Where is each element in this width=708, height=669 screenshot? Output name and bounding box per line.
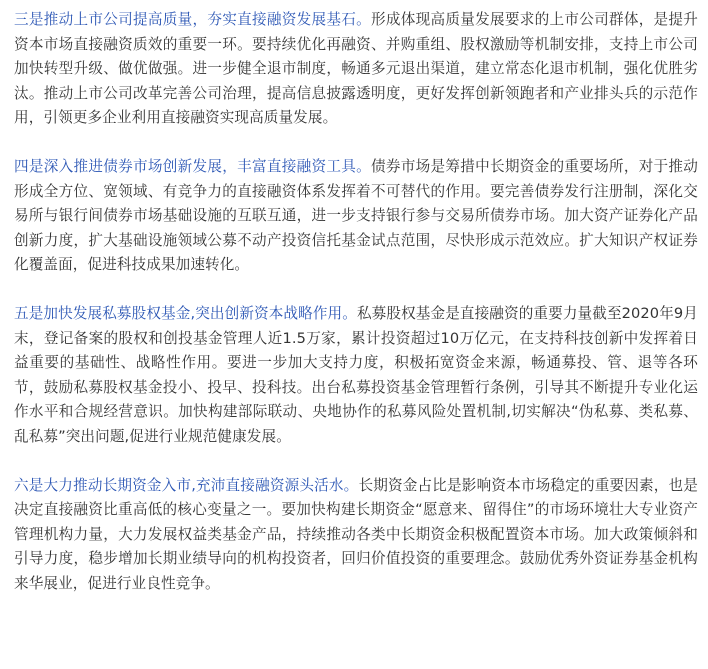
- paragraph-text: 形成体现高质量发展要求的上市公司群体，是提升资本市场直接融资质效的重要一环。要持续优化再融资、并购重组、股权激励等机制安排，支持上市公司加快转型升级、做优做强。进一步健全退市制度，畅通多元退出渠道，建立常态化退市机制，强化优胜劣汰。推动上市公司改革完善公司治理，提高信息披露透明度，更好发挥创新领跑者和产业排头兵的示范作用，引领更多企业利用直接融资实现高质量发展。: [14, 11, 699, 127]
- paragraph-heading: 四是深入推进债券市场创新发展，丰富直接融资工具。: [14, 157, 371, 175]
- paragraph-heading: 三是推动上市公司提高质量，夯实直接融资发展基石。: [14, 11, 371, 28]
- paragraph-private-equity: [14, 302, 698, 450]
- paragraph-heading: 五是加快发展私募股权基金,突出创新资本战略作用。: [14, 304, 357, 322]
- paragraph-text: 长期资金占比是影响资本市场稳定的重要因素，也是决定直接融资比重高低的核心变量之一。要加快构建长期资金“愿意来、留得住”的市场环境壮大专业资产管理机构力量，大力发展权益类基金产品，持续推动各类中长期资金积极配置资本市场。加大政策倾斜和引导力度，稳步增加长期业绩导向的机构投资者，回归价值投资的重要理念。鼓励优秀外资证券基金机构来华展业，促进行业良性竞争。: [14, 476, 698, 592]
- paragraph-listed-companies: [14, 0, 698, 131]
- paragraph-heading: 六是大力推动长期资金入市,充沛直接融资源头活水。: [14, 476, 359, 494]
- article-body: [14, 0, 698, 596]
- paragraph-text: 债券市场是筹措中长期资金的重要场所，对于推动形成全方位、宽领域、有竞争力的直接融资体系发挥着不可替代的作用。要完善债券发行注册制，深化交易所与银行间债券市场基础设施的互联互通，进一步支持银行参与交易所债券市场。加大资产证券化产品创新力度，扩大基础设施领域公募不动产投资信托基金试点范围，尽快形成示范效应。扩大知识产权证券化覆盖面，促进科技成果加速转化。: [14, 157, 699, 274]
- paragraph-text: 私募股权基金是直接融资的重要力量截至2020年9月末，登记备案的股权和创投基金管理人近1.5万家，累计投资超过10万亿元，在支持科技创新中发挥着日益重要的基础性、战略性作用。要进一步加大支持力度，积极拓宽资金来源，畅通募投、管、退等各环节，鼓励私募股权基金投小、投早、投科技。出台私募投资基金管理暂行条例，引导其不断提升专业化运作水平和合规经营意识。加快构建部际联动、央地协作的私募风险处置机制,切实解决“伪私募、类私募、乱私募”突出问题,促进行业规范健康发展。: [14, 304, 698, 445]
- paragraph-long-term-funds: [14, 474, 698, 597]
- paragraph-bond-market: [14, 155, 698, 278]
